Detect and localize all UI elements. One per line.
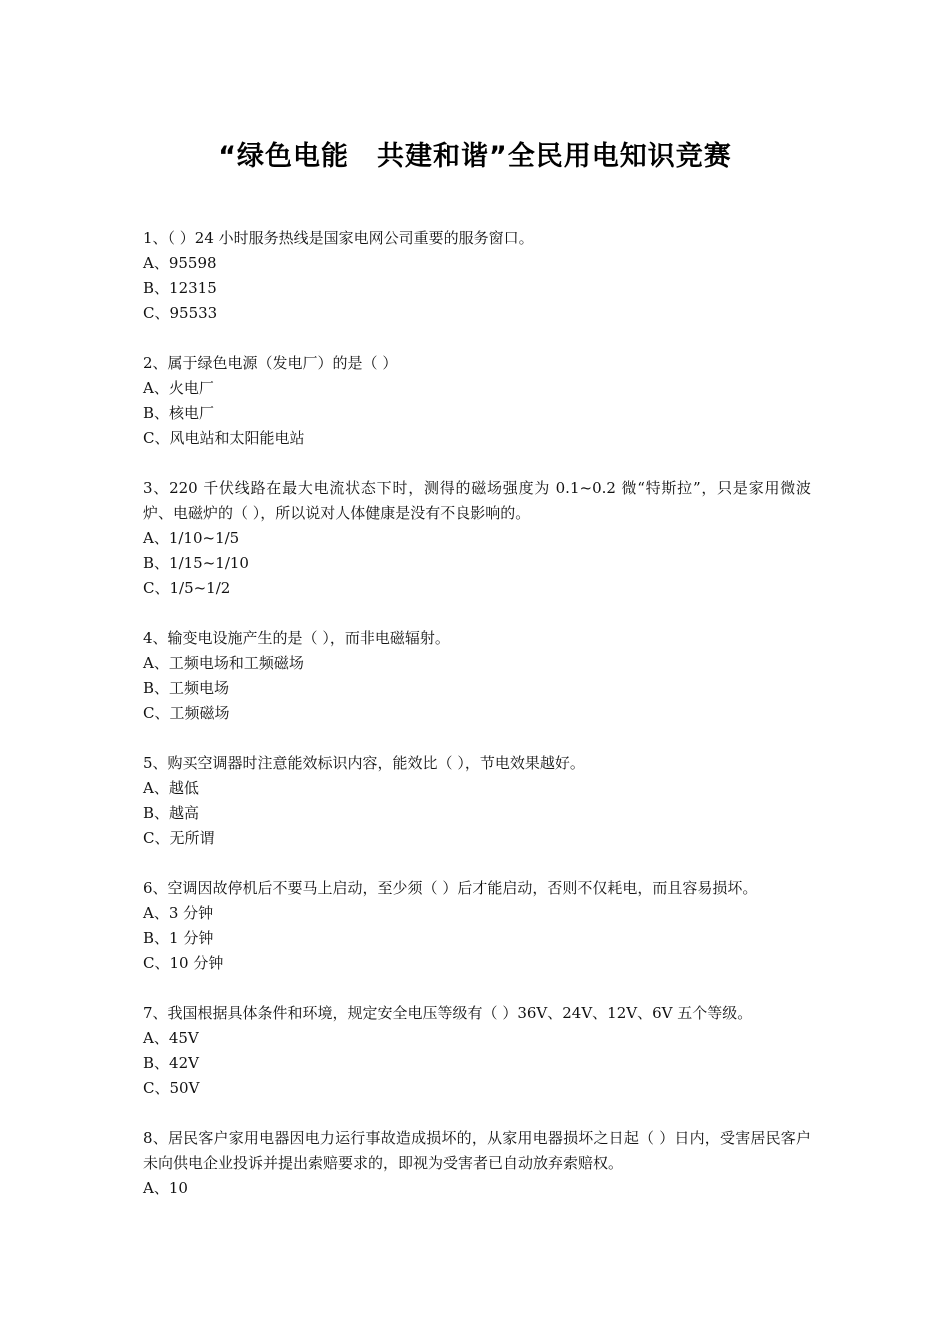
question-stem: 1、（ ）24 小时服务热线是国家电网公司重要的服务窗口。 [143, 229, 534, 247]
question-3 [143, 476, 811, 601]
option-c: C、风电站和太阳能电站 [143, 429, 305, 447]
option-c: C、95533 [143, 304, 218, 322]
option-a: A、工频电场和工频磁场 [143, 654, 304, 672]
question-6 [143, 876, 811, 976]
question-2 [143, 351, 811, 451]
option-a: A、越低 [143, 779, 199, 797]
question-stem: 3、220 千伏线路在最大电流状态下时，测得的磁场强度为 0.1~0.2 微“特斯拉”，只是家用微波炉、电磁炉的（ ），所以说对人体健康是没有不良影响的。 [143, 479, 811, 522]
option-a: A、95598 [143, 254, 217, 272]
option-b: B、工频电场 [143, 679, 230, 697]
question-7 [143, 1001, 811, 1101]
option-c: C、1/5~1/2 [143, 579, 231, 597]
question-stem: 8、居民客户家用电器因电力运行事故造成损坏的，从家用电器损坏之日起（ ）日内，受害居民客户未向供电企业投诉并提出索赔要求的，即视为受害者已自动放弃索赔权。 [143, 1129, 811, 1172]
question-stem: 7、我国根据具体条件和环境，规定安全电压等级有（ ）36V、24V、12V、6V 五个等级。 [143, 1004, 753, 1022]
option-a: A、10 [143, 1179, 188, 1197]
option-c: C、10 分钟 [143, 954, 224, 972]
question-stem: 2、属于绿色电源（发电厂）的是（ ） [143, 354, 398, 372]
option-b: B、42V [143, 1054, 199, 1072]
option-a: A、45V [143, 1029, 199, 1047]
option-b: B、核电厂 [143, 404, 215, 422]
option-a: A、1/10~1/5 [143, 529, 240, 547]
option-c: C、50V [143, 1079, 200, 1097]
question-stem: 4、输变电设施产生的是（ ），而非电磁辐射。 [143, 629, 450, 647]
question-stem: 6、空调因故停机后不要马上启动，至少须（ ）后才能启动，否则不仅耗电，而且容易损坏。 [143, 879, 758, 897]
option-c: C、无所谓 [143, 829, 215, 847]
question-5 [143, 751, 811, 851]
question-4 [143, 626, 811, 726]
question-1 [143, 226, 811, 326]
option-a: A、火电厂 [143, 379, 214, 397]
option-b: B、1 分钟 [143, 929, 214, 947]
option-a: A、3 分钟 [143, 904, 214, 922]
document-title: “绿色电能 共建和谐”全民用电知识竞赛 [218, 141, 732, 172]
option-b: B、12315 [143, 279, 217, 297]
option-b: B、越高 [143, 804, 200, 822]
question-list [143, 226, 811, 1226]
question-stem: 5、购买空调器时注意能效标识内容，能效比（ ），节电效果越好。 [143, 754, 585, 772]
option-b: B、1/15~1/10 [143, 554, 249, 572]
question-8 [143, 1126, 811, 1201]
option-c: C、工频磁场 [143, 704, 230, 722]
